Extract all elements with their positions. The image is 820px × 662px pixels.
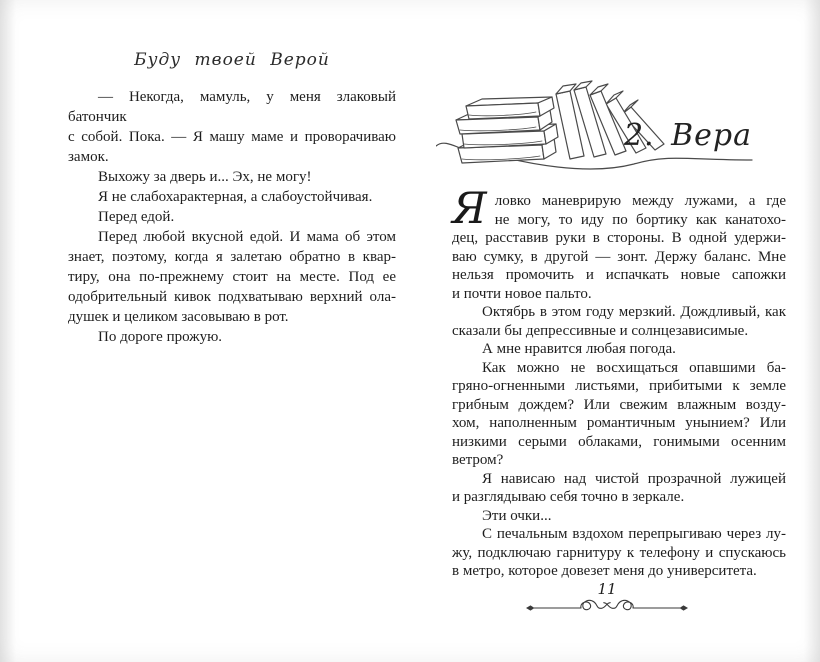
text-line: и почти новое пальто. <box>452 285 592 302</box>
text-line: С печальным вздохом перепрыгиваю через лу- <box>482 526 786 542</box>
text-line: Эти очки... <box>482 507 552 524</box>
text-line: ловко маневрирую между лужами, а где <box>494 193 786 209</box>
text-line: Перед едой. <box>98 209 175 225</box>
text-line: Перед любой вкусной едой. И мама об этом <box>98 229 396 245</box>
text-line: Как можно не восхищаться опавшими ба- <box>482 359 786 376</box>
drop-cap: Я <box>452 184 487 234</box>
paragraph <box>452 340 786 359</box>
text-line: ваю сумку, в другой — зонт. Держу баланс. Мне <box>452 248 786 265</box>
left-page-body <box>68 87 396 347</box>
text-line: ветром? <box>452 452 504 468</box>
page-edge-shadow-right <box>804 0 820 662</box>
paragraph <box>68 87 396 167</box>
text-line: — Некогда, мамуль, у меня злаковый батончик <box>68 89 396 125</box>
flourish-divider-icon <box>524 599 690 617</box>
text-line: одобрительный кивок подхватываю верхний ола- <box>68 289 396 305</box>
text-line: замок. <box>68 149 109 165</box>
page-number: 11 <box>597 580 617 598</box>
text-line: низкими серыми облаками, гонимыми осенним <box>452 433 786 450</box>
text-line: хом, наполненным романтичным унынием? Или <box>452 415 786 431</box>
paragraph <box>68 327 396 347</box>
chapter-title: 2. Вера <box>623 118 752 153</box>
paragraph <box>68 207 396 227</box>
right-page <box>452 0 786 662</box>
paragraph <box>68 167 396 187</box>
paragraph <box>452 525 786 581</box>
paragraph <box>68 227 396 327</box>
text-line: нельзя промочить и испачкать новые сапожки <box>452 267 786 283</box>
text-line: знает, поэтому, когда я залетаю обратно в квар- <box>68 249 396 265</box>
running-title: Буду твоей Верой <box>134 50 330 70</box>
text-line: тиру, она по-прежнему стоит на месте. Под ее <box>68 269 396 285</box>
right-page-body <box>452 184 786 581</box>
text-line: жу, подключаю гарнитуру к телефону и спускаюсь <box>452 544 786 561</box>
paragraph <box>452 470 786 507</box>
text-line: с собой. Пока. — Я машу маме и проворачиваю <box>68 129 396 145</box>
text-line: душек и целиком засовываю в рот. <box>68 309 289 325</box>
text-line: Выхожу за дверь и... Эх, не могу! <box>98 169 312 185</box>
text-line: Я нависаю над чистой прозрачной лужицей <box>482 470 786 487</box>
paragraph <box>452 184 786 303</box>
text-line: Я не слабохарактерная, а слабоустойчивая. <box>98 189 373 205</box>
text-line: дец, расставив руки в стороны. В одной удержи- <box>452 230 786 246</box>
text-line: гряно-огненными листьями, прибитыми к земле <box>452 378 786 394</box>
text-line: грибным дождем? Или свежим влажным возду- <box>452 396 786 413</box>
text-line: в метро, которое довезет меня до университета. <box>452 563 757 579</box>
text-line: не могу, то иду по бортику как канатохо- <box>494 211 786 228</box>
text-line: По дороге прожую. <box>98 329 223 345</box>
text-line: А мне нравится любая погода. <box>482 341 676 357</box>
left-page <box>68 0 396 662</box>
page-edge-shadow-left <box>0 0 16 662</box>
text-line: и разглядываю себя точно в зеркале. <box>452 489 685 505</box>
paragraph <box>452 303 786 340</box>
paragraph <box>68 187 396 207</box>
paragraph <box>452 359 786 470</box>
text-line: Октябрь в этом году мерзкий. Дождливый, как <box>482 304 786 320</box>
paragraph <box>452 507 786 526</box>
text-line: сказали бы депрессивные и солнцезависимые. <box>452 322 749 339</box>
